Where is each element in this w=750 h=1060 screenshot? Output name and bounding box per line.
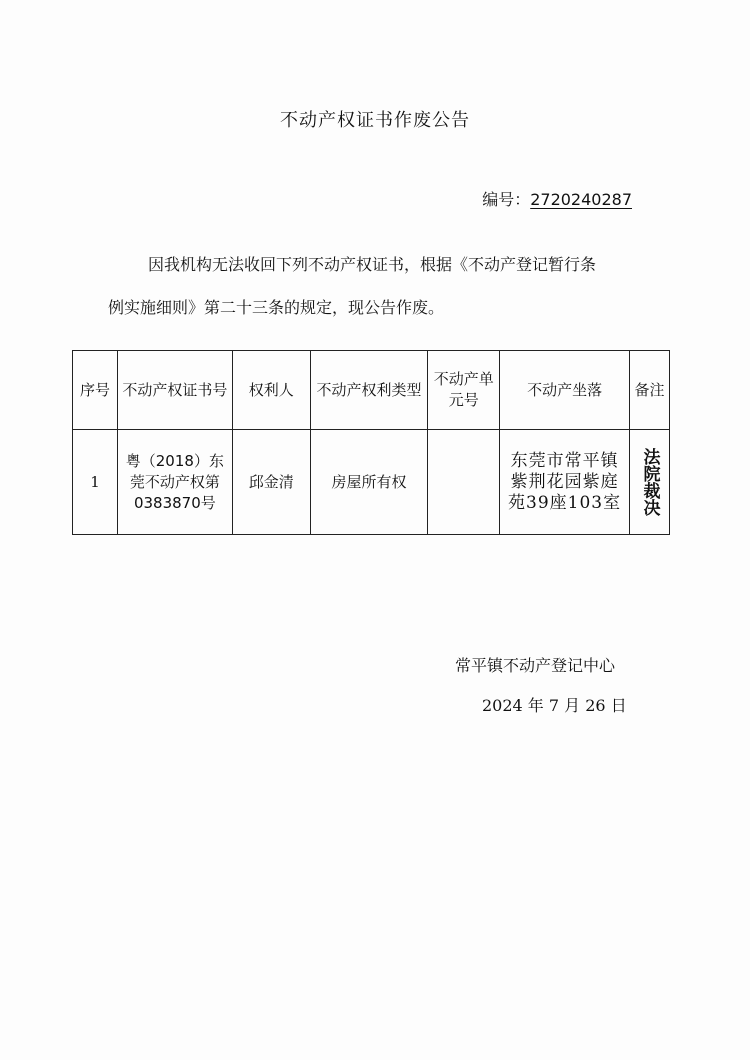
issuer-name: 常平镇不动产登记中心 bbox=[455, 656, 616, 675]
announcement-paragraph bbox=[108, 243, 638, 329]
table-row bbox=[73, 430, 670, 535]
header-cert-no: 不动产权证书号 bbox=[117, 351, 232, 430]
header-location: 不动产坐落 bbox=[500, 351, 630, 430]
header-remark: 备注 bbox=[629, 351, 669, 430]
cell-seq: 1 bbox=[73, 430, 118, 535]
header-seq: 序号 bbox=[73, 351, 118, 430]
document-number-label: 编号： bbox=[482, 190, 531, 209]
cell-cert-no: 粤（2018）东莞不动产权第0383870号 bbox=[117, 430, 232, 535]
table-header-row bbox=[73, 351, 670, 430]
cell-holder: 邱金清 bbox=[232, 430, 310, 535]
header-right-type: 不动产权利类型 bbox=[310, 351, 428, 430]
header-holder: 权利人 bbox=[232, 351, 310, 430]
issue-date: 2024 年 7 月 26 日 bbox=[482, 696, 627, 715]
document-number-value: 2720240287 bbox=[530, 190, 632, 209]
cell-unit-no bbox=[428, 430, 500, 535]
cell-remark-wrap bbox=[629, 430, 669, 535]
cell-location: 东莞市常平镇紫荆花园紫庭苑39座103室 bbox=[500, 430, 630, 535]
paragraph-line-1: 因我机构无法收回下列不动产权证书，根据《不动产登记暂行条 bbox=[148, 255, 597, 274]
document-title: 不动产权证书作废公告 bbox=[280, 110, 470, 131]
paragraph-line-2: 例实施细则》第二十三条的规定，现公告作废。 bbox=[108, 298, 445, 317]
cell-remark: 法院裁决 bbox=[639, 448, 660, 516]
certificate-table bbox=[72, 350, 670, 535]
cell-right-type: 房屋所有权 bbox=[310, 430, 428, 535]
document-number bbox=[482, 187, 632, 210]
header-unit-no: 不动产单元号 bbox=[428, 351, 500, 430]
